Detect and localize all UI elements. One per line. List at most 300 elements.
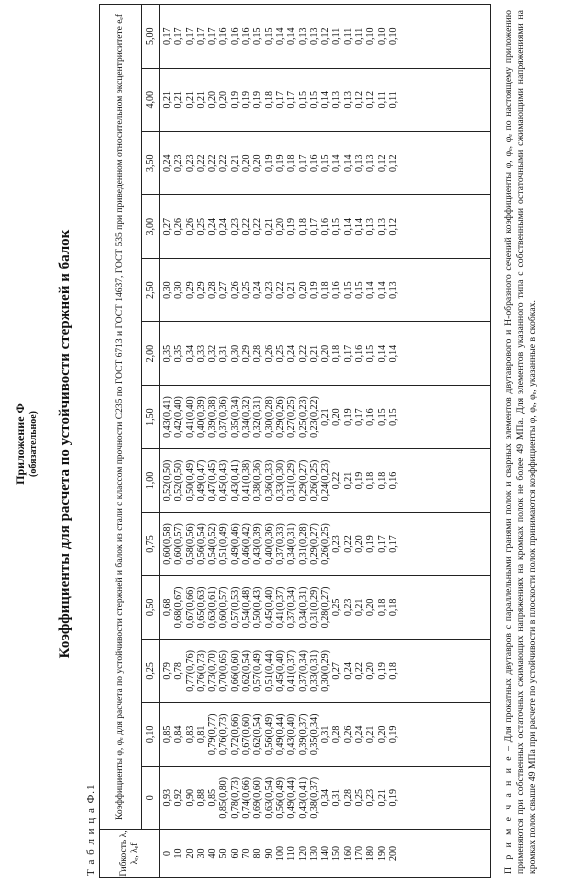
- coefficient-value: 0,69(0,60): [252, 776, 264, 819]
- coefficient-value: 0,19: [376, 662, 388, 680]
- slenderness-value: 50: [218, 848, 230, 859]
- coefficient-value: 0,29(0,27): [297, 459, 309, 502]
- coefficient-value: 0,37(0,34): [286, 586, 298, 629]
- coefficient-value: 0,15: [387, 408, 399, 426]
- coefficient-value: 0,21: [354, 598, 366, 617]
- coefficient-value: 0,32(0,31): [252, 396, 264, 438]
- coefficient-column: [160, 639, 491, 702]
- coefficient-value: 0,26: [173, 217, 185, 236]
- coefficient-value: 0,31: [320, 725, 332, 744]
- coefficient-value: 0,52(0,50): [173, 459, 185, 502]
- coefficient-value: 0,11: [387, 91, 399, 109]
- coefficient-value: 0,26(0,25): [308, 459, 320, 502]
- eccentricity-column-header: 0,50: [142, 576, 160, 639]
- coefficient-value: 0,29(0,26): [274, 396, 286, 438]
- coefficient-value: 0,20: [365, 598, 377, 617]
- coefficient-value: 0,15: [297, 91, 309, 109]
- coefficient-value: 0,41(0,38): [241, 459, 253, 502]
- coefficient-value: 0,16: [387, 471, 399, 490]
- coefficient-value: 0,21: [365, 725, 377, 744]
- coefficient-value: 0,25: [274, 344, 286, 363]
- coefficient-value: 0,17: [195, 27, 207, 46]
- table-note: [503, 10, 539, 874]
- coefficient-value: 0,68(0,67): [173, 586, 185, 629]
- coefficient-value: 0,17: [387, 535, 399, 553]
- coefficient-value: 0,84: [173, 725, 185, 744]
- coefficient-value: 0,14: [354, 217, 366, 236]
- coefficient-value: 0,22: [331, 471, 343, 490]
- coefficient-value: 0,17: [354, 408, 366, 426]
- eccentricity-column-header: 4,00: [142, 68, 160, 131]
- slenderness-value: 60: [229, 848, 241, 859]
- coefficient-value: 0,21: [162, 91, 173, 109]
- coefficient-value: 0,45(0,40): [274, 650, 286, 692]
- coefficient-value: 0,60(0,58): [162, 523, 173, 565]
- coefficient-value: 0,16: [241, 27, 253, 46]
- coefficient-value: 0,21: [195, 91, 207, 109]
- coefficient-value: 0,22: [218, 154, 230, 172]
- coefficient-value: 0,85: [207, 789, 219, 807]
- coefficient-value: 0,27(0,25): [286, 396, 298, 438]
- coefficient-value: 0,28: [252, 344, 264, 363]
- coefficient-value: 0,15: [252, 27, 264, 46]
- coefficient-value: 0,23: [263, 281, 275, 299]
- coefficient-column: [160, 576, 491, 639]
- coefficient-value: 0,17: [184, 27, 196, 46]
- coefficient-value: 0,35(0,34): [229, 396, 241, 438]
- coefficient-value: 0,21: [376, 789, 388, 807]
- coefficient-value: 0,63(0,54): [263, 776, 275, 819]
- coefficient-value: 0,88: [195, 789, 207, 807]
- coefficient-value: 0,20: [241, 154, 253, 172]
- coefficient-value: 0,26: [229, 281, 241, 299]
- coefficient-value: 0,37(0,33): [274, 523, 286, 565]
- coefficient-value: 0,26: [184, 217, 196, 236]
- coefficient-value: 0,45(0,43): [218, 459, 230, 502]
- coefficient-value: 0,37(0,36): [218, 396, 230, 438]
- slenderness-value: 20: [184, 848, 196, 859]
- coefficient-value: 0,21: [286, 281, 298, 299]
- eccentricity-column-header: 2,00: [142, 322, 160, 385]
- coefficients-group-header: Коэффициенты φ, φₑ для расчета по устойчивости стержней и балок из стали с классом прочности С235 по ГОСТ 6713 и ГОСТ 14637, ГОСТ 535 при приведенном относительном эксцентриситете eₑf: [100, 5, 142, 830]
- coefficient-value: 0,19: [252, 91, 264, 109]
- coefficient-value: 0,28: [207, 281, 219, 299]
- coefficient-value: 0,43(0,41): [162, 396, 173, 438]
- coefficient-value: 0,62(0,54): [252, 713, 264, 756]
- coefficient-value: 0,29: [241, 344, 253, 363]
- coefficient-value: 0,10: [365, 27, 377, 46]
- table-label: Т а б л и ц а Ф.1: [85, 783, 97, 876]
- coefficient-value: 0,25: [195, 217, 207, 236]
- slenderness-value: 30: [195, 848, 207, 859]
- eccentricity-column-header: 2,50: [142, 258, 160, 321]
- coefficient-value: 0,18: [365, 471, 377, 490]
- coefficient-value: 0,13: [354, 154, 366, 172]
- page-title: Коэффициенты для расчета по устойчивости стержней и балок: [57, 229, 73, 659]
- coefficient-value: 0,20: [320, 344, 332, 363]
- coefficient-value: 0,14: [286, 27, 298, 46]
- coefficient-value: 0,50(0,49): [184, 459, 196, 502]
- coefficient-value: 0,27: [218, 281, 230, 299]
- coefficient-value: 0,72(0,66): [229, 713, 241, 756]
- coefficient-value: 0,14: [331, 154, 343, 172]
- coefficient-value: 0,34(0,31): [286, 523, 298, 565]
- coefficient-value: 0,24: [252, 281, 264, 299]
- eccentricity-column-header: 3,50: [142, 132, 160, 195]
- coefficient-value: 0,16: [331, 281, 343, 299]
- coefficients-table: [99, 4, 491, 878]
- coefficient-value: 0,28(0,27): [320, 586, 332, 629]
- coefficient-value: 0,38(0,37): [308, 776, 320, 819]
- coefficient-value: 0,19: [365, 535, 377, 553]
- coefficient-column: [160, 322, 491, 385]
- coefficient-value: 0,24: [162, 154, 173, 172]
- coefficient-value: 0,23: [173, 154, 185, 172]
- slenderness-value: 90: [263, 848, 275, 859]
- coefficient-column: [160, 703, 491, 766]
- coefficient-value: 0,41(0,40): [184, 396, 196, 438]
- coefficient-value: 0,15: [308, 91, 320, 109]
- coefficient-value: 0,26: [342, 725, 354, 744]
- coefficient-value: 0,13: [331, 91, 343, 109]
- coefficient-value: 0,18: [387, 662, 399, 680]
- coefficient-value: 0,12: [387, 154, 399, 172]
- coefficient-value: 0,34(0,32): [241, 396, 253, 438]
- coefficient-value: 0,18: [320, 281, 332, 299]
- coefficient-value: 0,33(0,30): [274, 459, 286, 502]
- coefficient-value: 0,39(0,37): [297, 713, 309, 756]
- coefficient-value: 0,23(0,22): [308, 396, 320, 438]
- eccentricity-column-header: 0,25: [142, 639, 160, 702]
- coefficient-value: 0,24: [207, 217, 219, 236]
- coefficient-value: 0,93: [162, 789, 173, 807]
- coefficient-value: 0,24(0,23): [320, 459, 332, 502]
- coefficient-value: 0,23: [342, 598, 354, 617]
- slenderness-value: 120: [297, 846, 309, 861]
- coefficient-value: 0,43(0,41): [229, 459, 241, 502]
- note-prefix: П р и м е ч а н и е: [503, 754, 514, 874]
- coefficient-value: 0,22: [297, 344, 309, 363]
- coefficient-value: 0,31: [331, 789, 343, 807]
- eccentricity-column-header: 0,10: [142, 703, 160, 766]
- coefficient-value: 0,13: [365, 217, 377, 236]
- coefficient-value: 0,24: [218, 217, 230, 236]
- coefficient-value: 0,22: [207, 154, 219, 172]
- coefficient-value: 0,22: [342, 535, 354, 553]
- coefficient-column: [160, 68, 491, 131]
- coefficient-value: 0,14: [320, 91, 332, 109]
- coefficient-column: [160, 5, 491, 69]
- slenderness-value: 190: [376, 846, 388, 861]
- coefficient-value: 0,30(0,28): [263, 396, 275, 438]
- coefficient-value: 0,76(0,73): [195, 650, 207, 692]
- coefficient-value: 0,15: [331, 217, 343, 236]
- coefficient-value: 0,16: [320, 217, 332, 236]
- coefficient-value: 0,23: [229, 217, 241, 236]
- eccentricity-column-header: 1,00: [142, 449, 160, 512]
- coefficient-value: 0,56(0,49): [274, 776, 286, 819]
- coefficient-value: 0,60(0,57): [173, 523, 185, 565]
- coefficient-value: 0,56(0,54): [195, 523, 207, 565]
- coefficient-value: 0,20: [354, 535, 366, 553]
- coefficient-value: 0,13: [376, 217, 388, 236]
- coefficient-value: 0,19: [308, 281, 320, 299]
- appendix-title: Приложение Ф: [13, 403, 27, 485]
- coefficient-value: 0,16: [229, 27, 241, 46]
- eccentricity-column-header: 1,50: [142, 385, 160, 448]
- coefficient-value: 0,22: [252, 217, 264, 236]
- coefficient-value: 0,14: [274, 27, 286, 46]
- coefficient-value: 0,21: [263, 217, 275, 236]
- coefficient-column: [160, 766, 491, 829]
- coefficient-value: 0,29: [184, 281, 196, 299]
- coefficient-value: 0,13: [387, 281, 399, 299]
- coefficient-value: 0,21: [308, 344, 320, 363]
- coefficient-value: 0,78: [173, 662, 185, 680]
- coefficient-value: 0,30: [173, 281, 185, 299]
- coefficient-value: 0,12: [387, 217, 399, 236]
- coefficient-value: 0,70(0,65): [218, 650, 230, 692]
- coefficient-value: 0,43(0,40): [286, 713, 298, 756]
- coefficient-value: 0,22: [241, 217, 253, 236]
- coefficient-value: 0,66(0,60): [229, 650, 241, 692]
- slenderness-value: 70: [241, 848, 253, 859]
- coefficient-value: 0,42(0,40): [173, 396, 185, 438]
- coefficient-value: 0,20: [331, 408, 343, 426]
- coefficient-value: 0,14: [342, 154, 354, 172]
- coefficient-column: [160, 195, 491, 258]
- coefficient-value: 0,24: [354, 725, 366, 744]
- slenderness-value: 130: [308, 846, 320, 861]
- coefficient-value: 0,14: [365, 281, 377, 299]
- coefficient-value: 0,43(0,39): [252, 523, 264, 565]
- coefficient-value: 0,19: [263, 154, 275, 172]
- coefficient-value: 0,81: [195, 725, 207, 744]
- coefficient-value: 0,24: [342, 662, 354, 680]
- coefficient-value: 0,13: [308, 27, 320, 46]
- coefficient-value: 0,13: [342, 91, 354, 109]
- eccentricity-column-header: 3,00: [142, 195, 160, 258]
- coefficient-value: 0,35: [173, 344, 185, 363]
- coefficient-value: 0,63(0,61): [207, 586, 219, 629]
- coefficient-value: 0,15: [365, 344, 377, 363]
- appendix-status: (обязательное): [28, 410, 39, 478]
- coefficient-value: 0,11: [331, 27, 343, 45]
- coefficient-value: 0,60(0,57): [218, 586, 230, 629]
- coefficient-value: 0,17: [207, 27, 219, 46]
- coefficient-value: 0,10: [387, 27, 399, 46]
- coefficient-value: 0,29(0,27): [308, 523, 320, 565]
- coefficient-value: 0,28: [342, 789, 354, 807]
- coefficient-value: 0,17: [286, 91, 298, 109]
- coefficient-value: 0,17: [274, 91, 286, 109]
- coefficient-value: 0,34: [184, 344, 196, 363]
- note-text: – Для прокатных двутавров с параллельными гранями полок и сварных элементов двутаврового и Н-образного сечений коэффициенты φ, φₑ, φₑ по настоящему приложению применяются при собственных остаточных сжимающих напряжениях на кромках полок не более 49 МПа. Для элементов указанного типа с собственными остаточными сжимающими напряжениями на кромках полок свыше 49 МПа при расчете по устойчивости в плоскости полок принимаются коэффициенты φ, φₑ, φₑ, указанные в скобках.: [503, 9, 538, 874]
- coefficient-column: [160, 512, 491, 575]
- slenderness-value: 170: [354, 846, 366, 861]
- coefficient-value: 0,30(0,29): [320, 650, 332, 692]
- coefficient-value: 0,83: [184, 725, 196, 744]
- coefficient-value: 0,19: [387, 789, 399, 807]
- coefficient-value: 0,58(0,56): [184, 523, 196, 565]
- coefficient-value: 0,40(0,39): [195, 396, 207, 438]
- coefficient-value: 0,11: [354, 27, 366, 45]
- coefficient-value: 0,34(0,31): [297, 586, 309, 629]
- coefficient-value: 0,23: [184, 154, 196, 172]
- coefficient-value: 0,31: [218, 344, 230, 363]
- coefficient-value: 0,79: [162, 662, 173, 680]
- coefficient-value: 0,56(0,49): [263, 713, 275, 756]
- slenderness-column: [160, 830, 491, 878]
- coefficient-value: 0,11: [342, 27, 354, 45]
- coefficient-value: 0,25: [241, 281, 253, 299]
- slenderness-value: 100: [274, 846, 286, 861]
- coefficient-value: 0,54(0,48): [241, 586, 253, 629]
- coefficient-value: 0,15: [342, 281, 354, 299]
- coefficient-value: 0,17: [173, 27, 185, 46]
- coefficient-value: 0,20: [297, 281, 309, 299]
- coefficient-value: 0,62(0,54): [241, 650, 253, 692]
- coefficient-value: 0,46(0,42): [241, 523, 253, 565]
- slenderness-value: 140: [320, 846, 332, 861]
- coefficient-value: 0,51(0,44): [263, 650, 275, 692]
- coefficient-value: 0,79(0,77): [207, 713, 219, 756]
- coefficient-value: 0,31(0,28): [297, 523, 309, 565]
- coefficient-value: 0,21: [320, 408, 332, 426]
- coefficient-value: 0,18: [331, 344, 343, 363]
- coefficient-value: 0,19: [274, 154, 286, 172]
- coefficient-value: 0,24: [286, 344, 298, 363]
- coefficient-value: 0,74(0,66): [241, 776, 253, 819]
- slenderness-value: 110: [286, 846, 298, 861]
- coefficient-value: 0,16: [354, 344, 366, 363]
- coefficient-value: 0,22: [354, 662, 366, 680]
- coefficient-value: 0,41(0,37): [286, 650, 298, 692]
- coefficient-value: 0,20: [207, 91, 219, 109]
- coefficient-value: 0,49(0,46): [229, 523, 241, 565]
- coefficient-value: 0,20: [376, 725, 388, 744]
- coefficient-value: 0,52(0,50): [162, 459, 173, 502]
- coefficient-value: 0,30: [229, 344, 241, 363]
- coefficient-value: 0,18: [286, 154, 298, 172]
- coefficient-value: 0,21: [342, 471, 354, 490]
- coefficient-value: 0,25: [354, 789, 366, 807]
- coefficients-table-wrapper: [99, 4, 491, 878]
- coefficient-value: 0,21: [173, 91, 185, 109]
- coefficient-value: 0,21: [229, 154, 241, 172]
- slenderness-value: 180: [365, 846, 377, 861]
- slenderness-value: 0: [162, 851, 173, 856]
- coefficient-column: [160, 132, 491, 195]
- slenderness-value: 160: [342, 846, 354, 861]
- coefficient-value: 0,33: [195, 344, 207, 363]
- coefficient-value: 0,45(0,40): [263, 586, 275, 629]
- slenderness-value: 150: [331, 846, 343, 861]
- coefficient-value: 0,67(0,66): [184, 586, 196, 629]
- coefficient-value: 0,16: [308, 154, 320, 172]
- coefficient-value: 0,36(0,33): [263, 459, 275, 502]
- coefficient-value: 0,13: [297, 27, 309, 46]
- coefficient-value: 0,67(0,60): [241, 713, 253, 756]
- coefficient-value: 0,11: [376, 91, 388, 109]
- coefficient-value: 0,57(0,53): [229, 586, 241, 629]
- coefficient-value: 0,32: [207, 344, 219, 363]
- coefficient-value: 0,31(0,29): [286, 459, 298, 502]
- coefficient-value: 0,20: [274, 217, 286, 236]
- coefficient-value: 0,90: [184, 789, 196, 807]
- coefficient-value: 0,15: [263, 27, 275, 46]
- coefficient-value: 0,12: [354, 91, 366, 109]
- coefficient-value: 0,17: [376, 535, 388, 553]
- coefficient-value: 0,40(0,36): [263, 523, 275, 565]
- eccentricity-header-row: [142, 5, 160, 878]
- coefficient-value: 0,65(0,63): [195, 586, 207, 629]
- coefficient-value: 0,17: [297, 154, 309, 172]
- coefficient-value: 0,43(0,41): [297, 776, 309, 819]
- coefficient-value: 0,78(0,73): [229, 776, 241, 819]
- coefficient-value: 0,22: [274, 281, 286, 299]
- coefficient-value: 0,16: [218, 27, 230, 46]
- coefficient-value: 0,18: [387, 598, 399, 617]
- coefficient-value: 0,12: [365, 91, 377, 109]
- coefficient-value: 0,41(0,37): [274, 586, 286, 629]
- coefficient-value: 0,19: [286, 217, 298, 236]
- coefficient-value: 0,14: [376, 344, 388, 363]
- coefficient-value: 0,19: [229, 91, 241, 109]
- coefficient-value: 0,85: [162, 725, 173, 744]
- coefficient-value: 0,15: [376, 408, 388, 426]
- coefficient-value: 0,47(0,45): [207, 459, 219, 502]
- coefficient-value: 0,37(0,34): [297, 650, 309, 692]
- slenderness-value: 200: [387, 846, 399, 861]
- coefficient-value: 0,26(0,25): [320, 523, 332, 565]
- coefficient-value: 0,19: [387, 725, 399, 744]
- coefficient-value: 0,50(0,43): [252, 586, 264, 629]
- coefficient-value: 0,25(0,23): [297, 396, 309, 438]
- coefficient-value: 0,23: [331, 535, 343, 553]
- coefficient-value: 0,15: [354, 281, 366, 299]
- coefficient-value: 0,19: [354, 471, 366, 490]
- slenderness-value: 10: [173, 848, 185, 859]
- coefficient-value: 0,28: [331, 725, 343, 744]
- coefficient-value: 0,18: [376, 471, 388, 490]
- slenderness-value: 80: [252, 848, 264, 859]
- coefficient-value: 0,49(0,47): [195, 459, 207, 502]
- coefficient-value: 0,38(0,36): [252, 459, 264, 502]
- coefficient-value: 0,19: [342, 408, 354, 426]
- coefficient-value: 0,51(0,49): [218, 523, 230, 565]
- eccentricity-column-header: 0: [142, 766, 160, 829]
- coefficient-value: 0,21: [184, 91, 196, 109]
- coefficient-value: 0,57(0,49): [252, 650, 264, 692]
- coefficient-value: 0,35(0,34): [308, 713, 320, 756]
- coefficient-value: 0,18: [297, 217, 309, 236]
- coefficient-value: 0,20: [218, 91, 230, 109]
- slenderness-value: 40: [207, 848, 219, 859]
- coefficient-value: 0,27: [162, 217, 173, 236]
- eccentricity-column-header: 5,00: [142, 5, 160, 69]
- coefficient-value: 0,17: [308, 217, 320, 236]
- coefficient-value: 0,31(0,29): [308, 586, 320, 629]
- coefficient-value: 0,19: [241, 91, 253, 109]
- coefficient-value: 0,33(0,31): [308, 650, 320, 692]
- coefficient-value: 0,23: [365, 789, 377, 807]
- coefficient-value: 0,14: [342, 217, 354, 236]
- coefficient-value: 0,15: [320, 154, 332, 172]
- coefficient-value: 0,22: [195, 154, 207, 172]
- coefficient-value: 0,29: [195, 281, 207, 299]
- coefficient-value: 0,14: [376, 281, 388, 299]
